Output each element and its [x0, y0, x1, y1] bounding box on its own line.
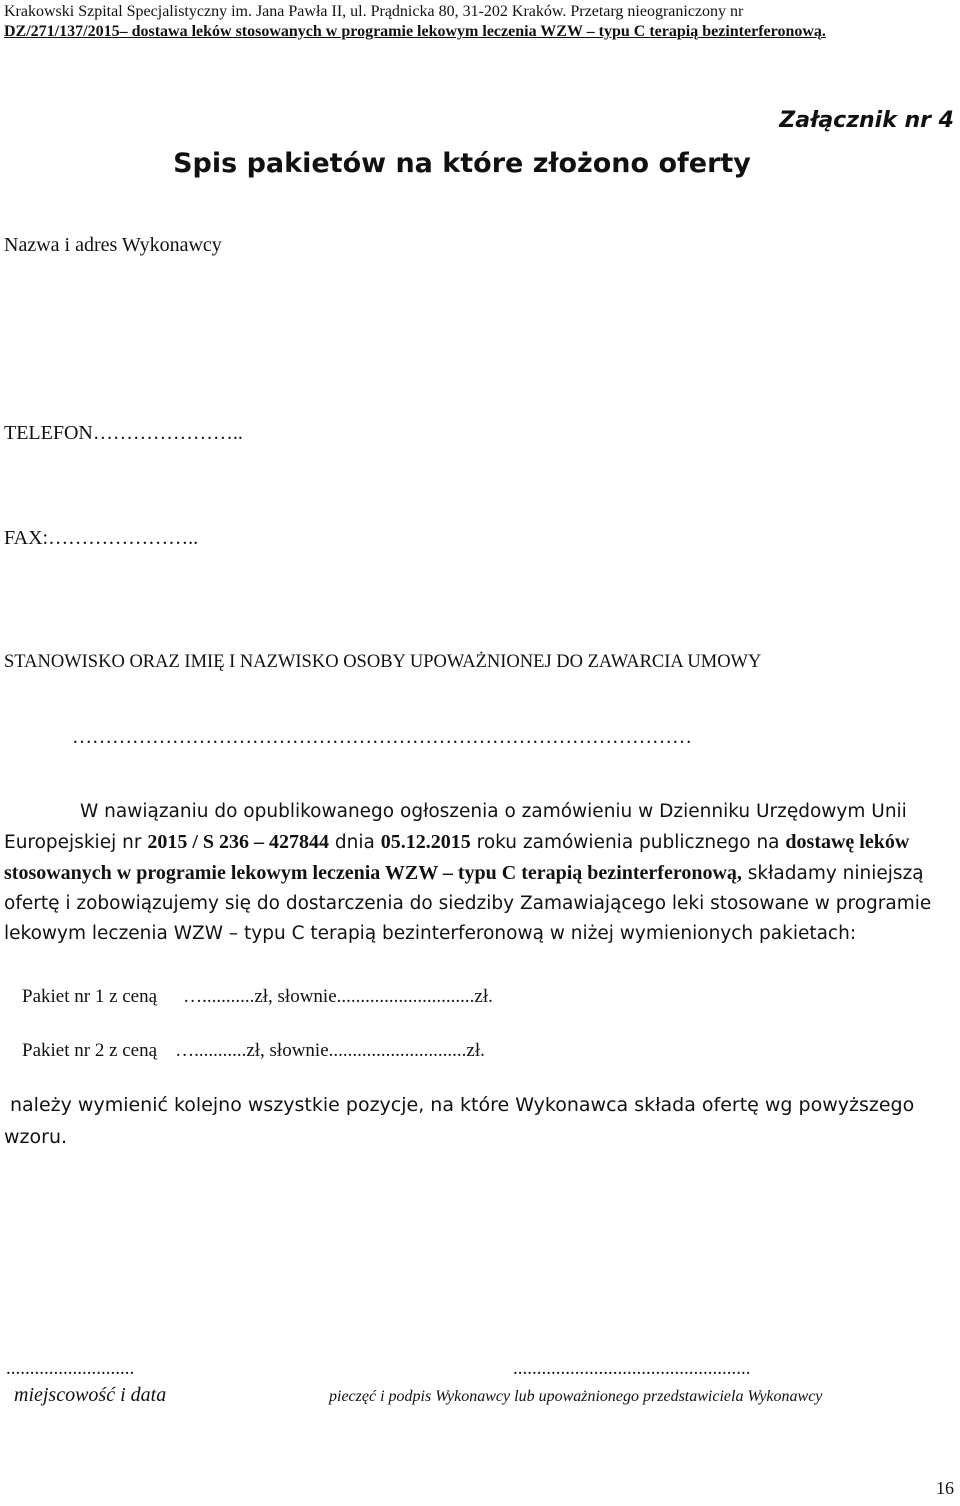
page-header [4, 2, 934, 42]
title-text: Spis pakietów na które złożono oferty [173, 148, 751, 179]
package-1-price: …...........zł, słownie.............................zł. [183, 986, 493, 1007]
instruction-note [4, 1089, 934, 1153]
signature-label: pieczęć i podpis Wykonawcy lub upoważnionego przedstawiciela Wykonawcy [329, 1388, 823, 1405]
header-line-1: Krakowski Szpital Specjalistyczny im. Jana Pawła II, ul. Prądnicka 80, 31-202 Kraków. Przetarg nieograniczony nr [4, 3, 744, 20]
offer-paragraph [4, 797, 934, 949]
package-line-1 [22, 986, 493, 1008]
document-title [0, 148, 960, 179]
place-date-dots: ........................... [6, 1358, 135, 1379]
body-part-4: składamy niniejszą ofertę i zobowiązujemy się do dostarczenia do siedziby Zamawiającego leki stosowane w programie lekowym leczenia WZW – typu C terapią bezinterferonową w niżej wymienionych pakietach: [4, 863, 932, 944]
fax-label: FAX:………………….. [4, 527, 199, 549]
phone-label: TELEFON………………….. [4, 422, 243, 444]
body-part-3: roku zamówienia publicznego na [476, 832, 780, 853]
attachment-label: Załącznik nr 4 [779, 108, 954, 133]
package-line-2 [22, 1040, 485, 1062]
ref-number: 2015 / S 236 – 427844 [147, 831, 330, 853]
signature-dots: .................................................. [513, 1358, 751, 1379]
page-number: 16 [936, 1478, 954, 1498]
contractor-label: Nazwa i adres Wykonawcy [4, 234, 222, 256]
header-line-2: DZ/271/137/2015– dostawa leków stosowanych w programie lekowym leczenia WZW – typu C terapią bezinterferonową. [4, 23, 826, 40]
package-2-label: Pakiet nr 2 z ceną [22, 1040, 158, 1061]
place-date-label: miejscowość i data [14, 1384, 167, 1406]
package-2-price: …...........zł, słownie.............................zł. [175, 1040, 485, 1061]
order-subject: dostawę leków stosowanych w programie lekowym leczenia WZW – typu C terapią bezinterferonową, [4, 831, 910, 884]
representative-dots: ………………………………………………………………………………… [72, 726, 692, 748]
body-part-1: W nawiązaniu do opublikowanego ogłoszenia o zamówieniu w Dzienniku Urzędowym Unii Europejskiej nr [4, 801, 907, 853]
body-part-2: dnia [334, 832, 375, 853]
note-text: należy wymienić kolejno wszystkie pozycje, na które Wykonawca składa ofertę wg powyższego wzoru. [4, 1094, 915, 1148]
publication-date: 05.12.2015 [380, 831, 471, 853]
representative-label: STANOWISKO ORAZ IMIĘ I NAZWISKO OSOBY UPOWAŻNIONEJ DO ZAWARCIA UMOWY [4, 652, 762, 672]
package-1-label: Pakiet nr 1 z ceną [22, 986, 158, 1007]
